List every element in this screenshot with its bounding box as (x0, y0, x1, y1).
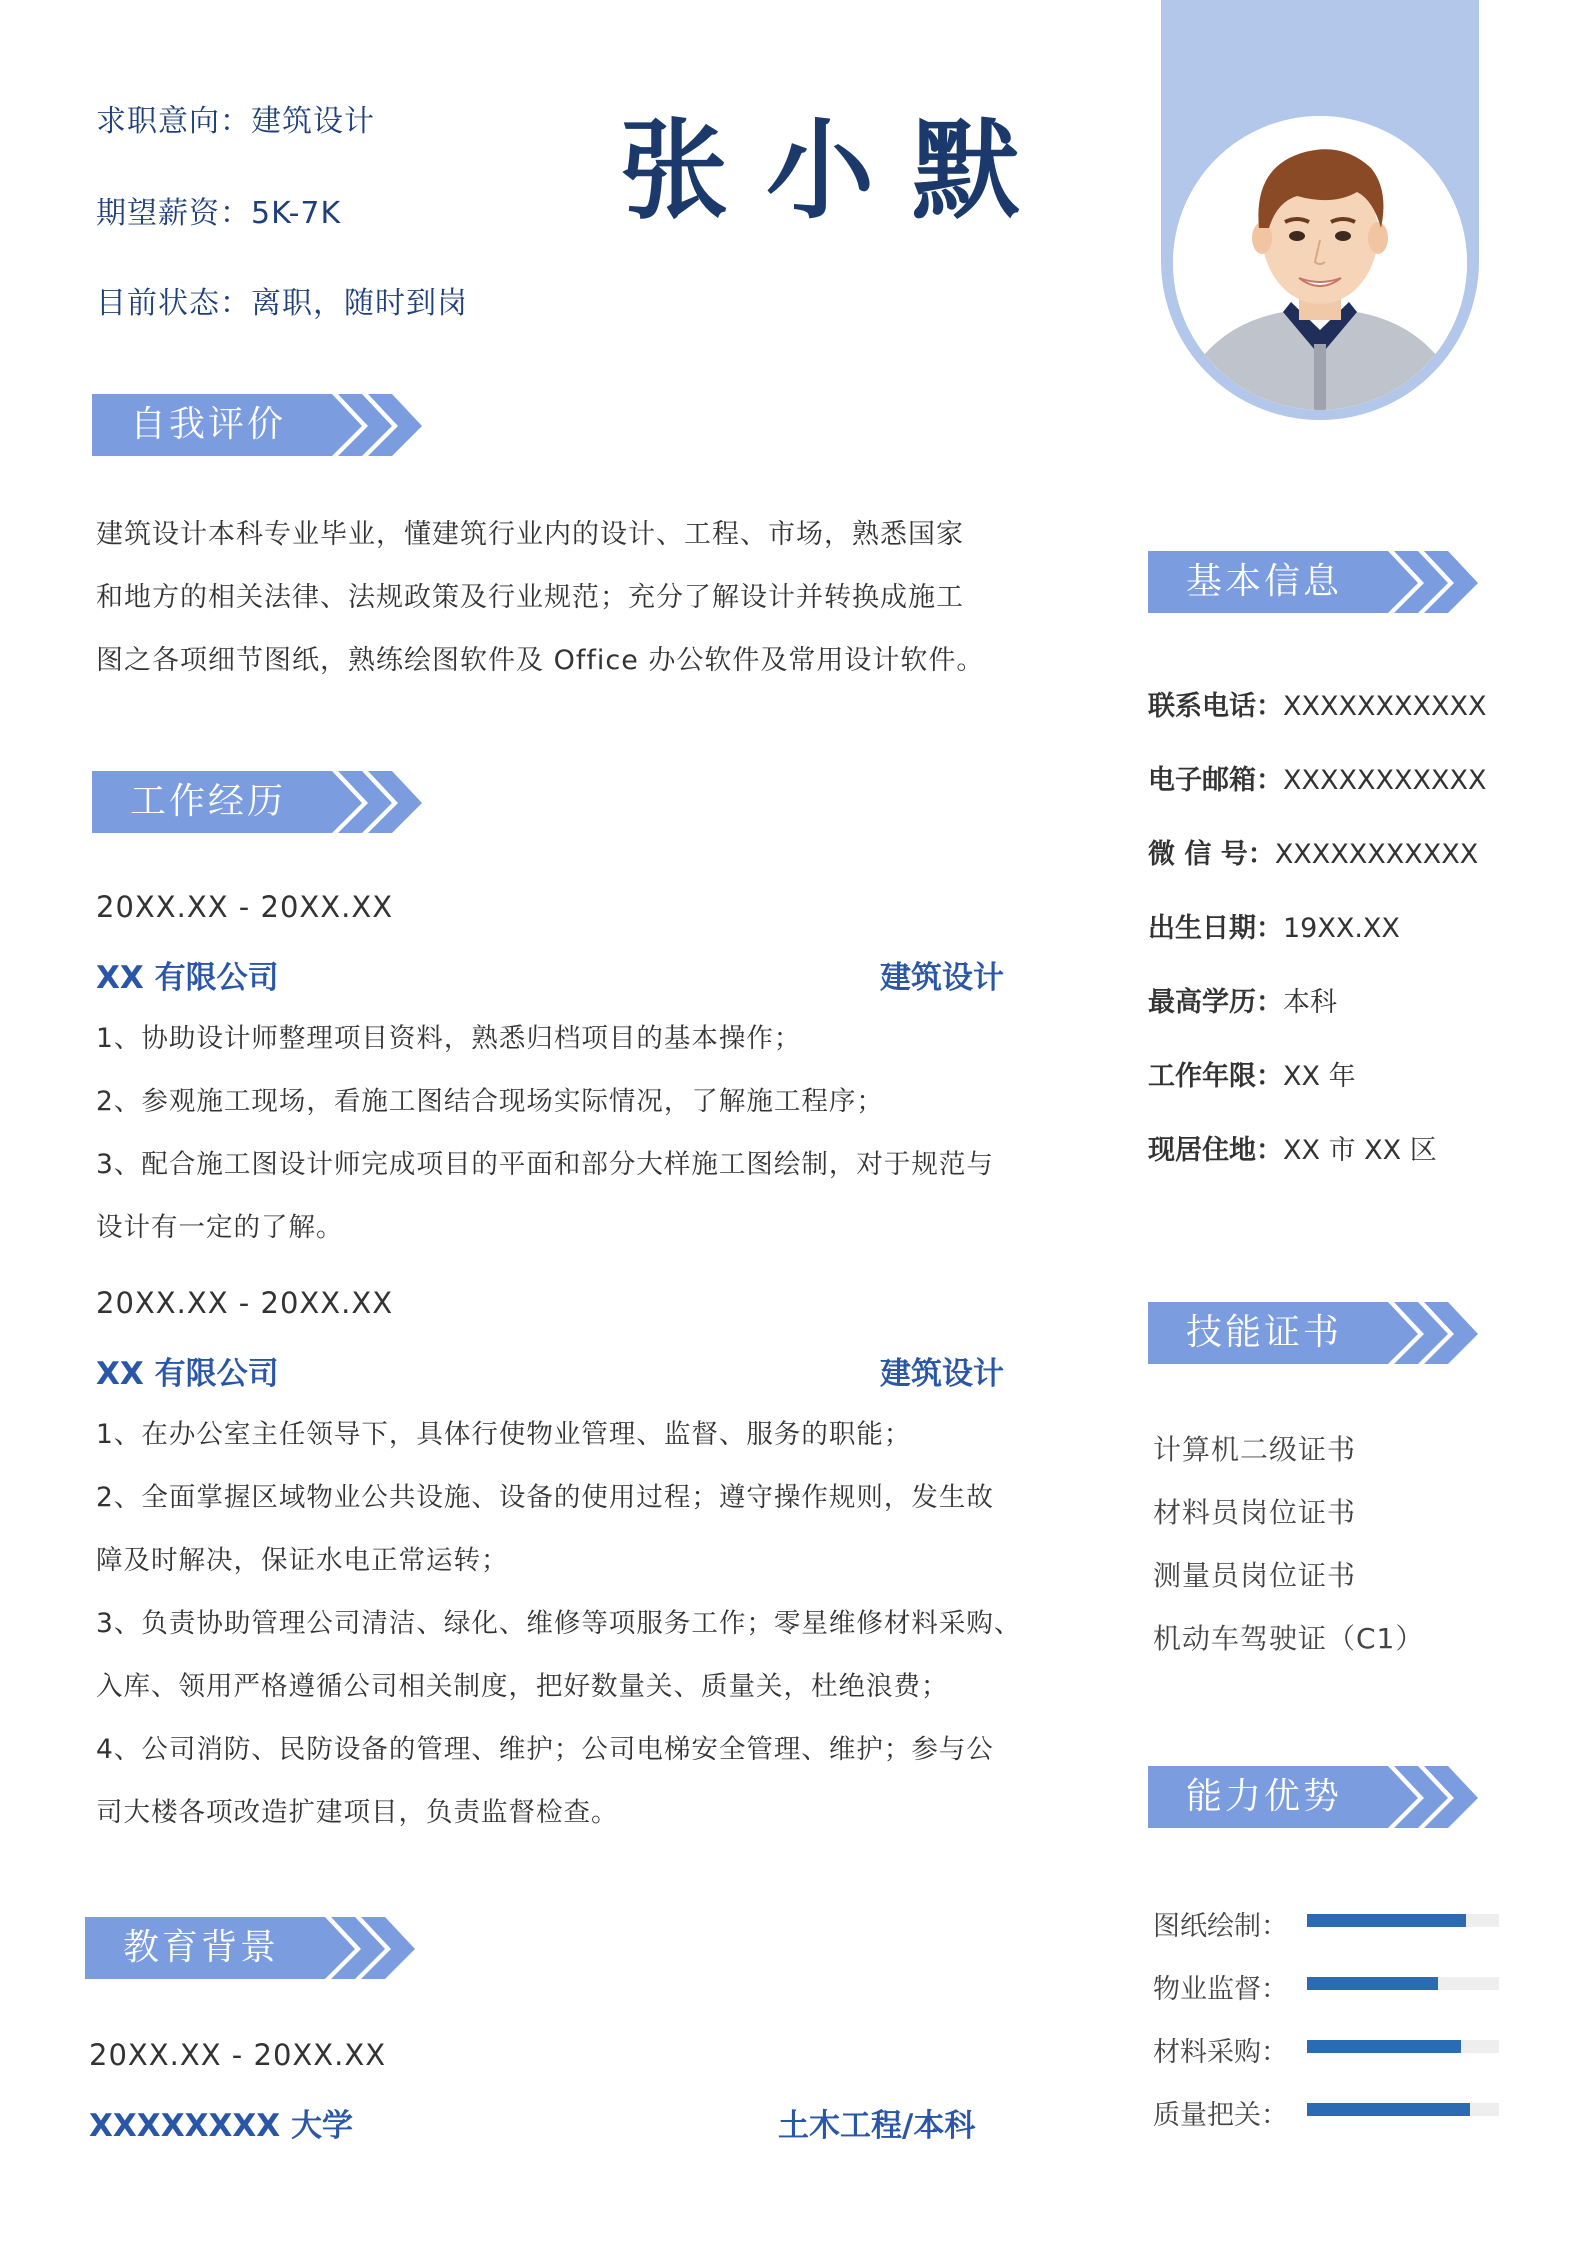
info-residence (1148, 1128, 1437, 1167)
info-label: 电子邮箱： (1148, 765, 1283, 796)
job-duty-line: 障及时解决，保证水电正常运转； (96, 1545, 509, 1576)
info-education (1148, 980, 1337, 1019)
job-objective: 求职意向：建筑设计 (96, 104, 375, 139)
info-value: XX 年 (1283, 1061, 1356, 1092)
info-label: 微 信 号： (1148, 839, 1275, 870)
cert-item: 测量员岗位证书 (1153, 1559, 1357, 1592)
section-title: 技能证书 (1186, 1312, 1343, 1353)
info-value: XX 市 XX 区 (1283, 1135, 1437, 1166)
info-birthdate (1148, 906, 1400, 945)
job-duty-line: 3、负责协助管理公司清洁、绿化、维修等项服务工作；零星维修材料采购、 (96, 1608, 1022, 1639)
info-label: 出生日期： (1148, 913, 1283, 944)
job-duty-line: 1、在办公室主任领导下，具体行使物业管理、监督、服务的职能； (96, 1419, 912, 1450)
info-label: 联系电话： (1148, 691, 1283, 722)
info-label: 工作年限： (1148, 1061, 1283, 1092)
section-title: 自我评价 (130, 404, 287, 445)
cert-item: 机动车驾驶证（C1） (1153, 1622, 1425, 1655)
education-date: 20XX.XX - 20XX.XX (89, 2038, 387, 2072)
job-date: 20XX.XX - 20XX.XX (96, 890, 394, 924)
self-eval-line: 建筑设计本科专业毕业，懂建筑行业内的设计、工程、市场，熟悉国家 (96, 519, 964, 550)
section-title: 工作经历 (130, 781, 287, 822)
job-duty-line: 设计有一定的了解。 (96, 1212, 344, 1243)
job-company: XX 有限公司 (96, 1356, 279, 1392)
info-value: 19XX.XX (1283, 913, 1400, 944)
skill-bar-track (1307, 2103, 1499, 2116)
skill-label: 物业监督： (1153, 1974, 1288, 2005)
job-duty-line: 司大楼各项改造扩建项目，负责监督检查。 (96, 1797, 619, 1828)
job-duty-line: 2、参观施工现场，看施工图结合现场实际情况，了解施工程序； (96, 1086, 884, 1117)
info-value: XXXXXXXXXXX (1283, 691, 1487, 722)
info-label: 现居住地： (1148, 1135, 1283, 1166)
info-label: 最高学历： (1148, 987, 1283, 1018)
section-header-work (92, 771, 422, 835)
job-role: 建筑设计 (880, 1356, 1004, 1392)
section-header-certs (1148, 1302, 1478, 1366)
skill-bar-track (1307, 2040, 1499, 2053)
info-value: XXXXXXXXXXX (1274, 839, 1479, 870)
job-duty-line: 入库、领用严格遵循公司相关制度，把好数量关、质量关，杜绝浪费； (96, 1671, 949, 1702)
skill-bar-track (1307, 1977, 1499, 1990)
job-duty-line: 2、全面掌握区域物业公共设施、设备的使用过程；遵守操作规则，发生故 (96, 1482, 994, 1513)
section-header-education (85, 1917, 415, 1981)
skill-bar-track (1307, 1914, 1499, 1927)
self-eval-line: 图之各项细节图纸，熟练绘图软件及 Office 办公软件及常用设计软件。 (96, 645, 985, 676)
cert-item: 材料员岗位证书 (1153, 1496, 1357, 1529)
section-header-skills (1148, 1766, 1478, 1830)
candidate-name: 张小默 (620, 109, 1059, 234)
info-email (1148, 758, 1486, 797)
job-duty-line: 1、协助设计师整理项目资料，熟悉归档项目的基本操作； (96, 1023, 802, 1054)
skill-bar-fill (1307, 1977, 1438, 1990)
info-phone (1148, 684, 1486, 723)
job-duty-line: 3、配合施工图设计师完成项目的平面和部分大样施工图绘制，对于规范与 (96, 1149, 994, 1180)
avatar-illustration (1173, 116, 1467, 410)
section-header-basic-info (1148, 551, 1478, 615)
skill-bar-fill (1307, 2040, 1461, 2053)
info-value: 本科 (1283, 987, 1337, 1018)
job-role: 建筑设计 (880, 960, 1004, 996)
job-date: 20XX.XX - 20XX.XX (96, 1286, 394, 1320)
job-duty-line: 4、公司消防、民防设备的管理、维护；公司电梯安全管理、维护；参与公 (96, 1734, 994, 1765)
section-title: 能力优势 (1186, 1776, 1343, 1817)
skill-label: 质量把关： (1153, 2100, 1288, 2131)
info-value: XXXXXXXXXXX (1283, 765, 1487, 796)
section-title: 基本信息 (1186, 561, 1343, 602)
current-status: 目前状态：离职，随时到岗 (96, 286, 468, 321)
skill-bar-fill (1307, 2103, 1470, 2116)
self-eval-line: 和地方的相关法律、法规政策及行业规范；充分了解设计并转换成施工 (96, 582, 964, 613)
section-header-self-eval (92, 394, 422, 458)
section-title: 教育背景 (123, 1927, 280, 1968)
skill-label: 图纸绘制： (1153, 1911, 1288, 1942)
cert-item: 计算机二级证书 (1153, 1433, 1357, 1466)
avatar (1173, 116, 1467, 410)
info-work-years (1148, 1054, 1356, 1093)
expected-salary: 期望薪资：5K-7K (96, 196, 342, 231)
info-wechat (1148, 832, 1478, 871)
self-eval-text (96, 503, 1026, 692)
job-company: XX 有限公司 (96, 960, 279, 996)
skill-label: 材料采购： (1153, 2037, 1288, 2068)
education-school: XXXXXXXX 大学 (89, 2108, 353, 2144)
skill-bar-fill (1307, 1914, 1466, 1927)
education-major: 土木工程/本科 (778, 2108, 976, 2144)
